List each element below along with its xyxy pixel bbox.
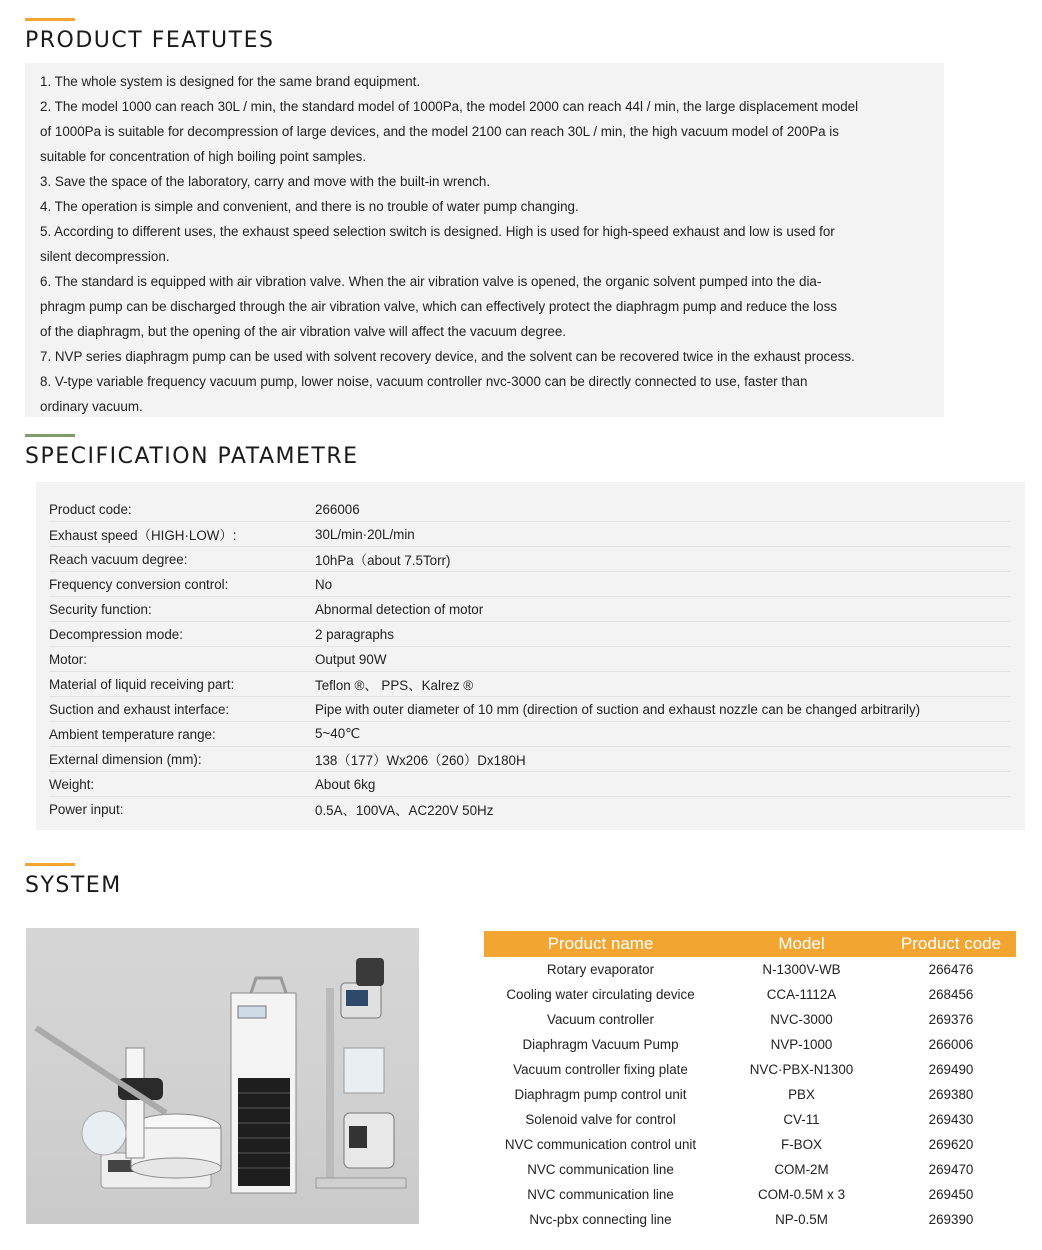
cell-model: COM-0.5M x 3 [757,1187,846,1202]
cell-product-name: Diaphragm pump control unit [514,1087,687,1102]
spec-value: Teflon ®、 PPS、Kalrez ® [315,677,474,693]
cell-product-code: 269380 [928,1087,974,1102]
spec-value: About 6kg [315,776,376,792]
spec-value: 2 paragraphs [315,626,394,642]
feature-line: of 1000Pa is suitable for decompression of large devices, and the model 2100 can reach 30L / min, the high vacuum model of 200Pa is [40,124,839,139]
spec-row [49,797,1011,822]
system-product-photo [26,928,419,1224]
cell-product-name: NVC communication control unit [504,1137,697,1152]
spec-label: Material of liquid receiving part: [49,676,235,692]
spec-value: 5~40℃ [315,726,361,741]
cell-product-code: 269450 [928,1187,974,1202]
spec-row [49,697,1011,722]
cell-product-code: 269490 [928,1062,974,1077]
cell-product-code: 269390 [928,1212,974,1227]
cell-model: NP-0.5M [775,1212,828,1227]
spec-value: Output 90W [315,651,387,667]
feature-line: 7. NVP series diaphragm pump can be used with solvent recovery device, and the solvent can be recovered twice in the exhaust process. [40,349,855,364]
feature-line: of the diaphragm, but the opening of the air vibration valve will affect the vacuum degree. [40,324,567,339]
spec-label: Power input: [49,802,124,817]
spec-title: SPECIFICATION PATAMETRE [25,444,359,469]
system-table-header [484,931,1016,957]
equipment-illustration [26,928,419,1224]
feature-line: suitable for concentration of high boiling point samples. [40,149,367,164]
system-title: SYSTEM [25,873,122,898]
spec-label: Ambient temperature range: [49,726,216,742]
cell-model: F-BOX [781,1137,822,1152]
cell-product-name: Solenoid valve for control [525,1112,676,1127]
spec-label: Security function: [49,601,152,617]
system-table-body [484,957,1016,1232]
spec-value: No [315,576,333,592]
spec-row [49,722,1011,747]
spec-value: Abnormal detection of motor [315,601,484,617]
spec-label: Decompression mode: [49,626,183,642]
spec-row [49,747,1011,772]
table-row [484,1107,1016,1132]
header-model: Model [778,934,825,953]
spec-row [49,497,1011,522]
feature-line: phragm pump can be discharged through the air vibration valve, which can effectively protect the diaphragm pump and reduce the loss [40,299,837,314]
cell-product-code: 269430 [928,1112,974,1127]
spec-row [49,572,1011,597]
feature-line: 2. The model 1000 can reach 30L / min, the standard model of 1000Pa, the model 2000 can reach 44l / min, the large displacement model [40,99,859,114]
cell-product-code: 268456 [928,987,974,1002]
cell-product-name: Rotary evaporator [546,962,655,977]
cell-product-code: 266476 [928,962,974,977]
spec-row [49,772,1011,797]
table-row [484,1032,1016,1057]
cell-product-name: Diaphragm Vacuum Pump [522,1037,679,1052]
feature-line: 8. V-type variable frequency vacuum pump, lower noise, vacuum controller nvc-3000 can be directly connected to use, faster than [40,374,808,389]
spec-row [49,622,1011,647]
feature-line: 5. According to different uses, the exhaust speed selection switch is designed. High is used for high-speed exhaust and low is used for [40,224,835,239]
spec-value: 0.5A、100VA、AC220V 50Hz [315,803,494,818]
feature-line: silent decompression. [40,249,170,264]
features-accent-bar [25,18,75,21]
cell-model: COM-2M [774,1162,829,1177]
spec-row [49,522,1011,547]
cell-model: PBX [788,1087,815,1102]
system-accent-bar [25,863,75,866]
table-row [484,1132,1016,1157]
cell-product-name: Vacuum controller [547,1012,654,1027]
feature-line: 4. The operation is simple and convenient, and there is no trouble of water pump changing. [40,199,579,214]
spec-accent-bar [25,434,75,437]
spec-label: Reach vacuum degree: [49,551,188,567]
cell-model: NVC-3000 [770,1012,833,1027]
spec-label: Motor: [49,651,87,667]
feature-line: 6. The standard is equipped with air vibration valve. When the air vibration valve is opened, the organic solvent pumped into the dia- [40,274,822,289]
spec-label: Weight: [49,776,95,792]
cell-product-code: 269620 [928,1137,974,1152]
spec-row [49,597,1011,622]
spec-value: 266006 [315,501,360,517]
feature-line: 1. The whole system is designed for the same brand equipment. [40,74,421,89]
cell-model: CV-11 [783,1112,820,1127]
spec-label: Exhaust speed（HIGH·LOW）: [49,527,237,543]
spec-row [49,672,1011,697]
cell-model: N-1300V-WB [762,962,841,977]
table-row [484,1082,1016,1107]
spec-value: 10hPa（about 7.5Torr) [315,552,451,568]
table-row [484,1157,1016,1182]
header-product-code: Product code [900,934,1002,953]
spec-label: External dimension (mm): [49,751,202,767]
spec-label: Frequency conversion control: [49,576,229,592]
spec-value: 138（177）Wx206（260）Dx180H [315,752,526,768]
table-row [484,1057,1016,1082]
feature-line: 3. Save the space of the laboratory, carry and move with the built-in wrench. [40,174,491,189]
cell-product-code: 269376 [928,1012,974,1027]
feature-line: ordinary vacuum. [40,399,143,414]
spec-value: 30L/min·20L/min [315,526,415,542]
cell-product-name: Nvc-pbx connecting line [529,1212,672,1227]
table-row [484,1007,1016,1032]
cell-model: NVC·PBX-N1300 [749,1062,854,1077]
cell-product-name: Cooling water circulating device [506,987,695,1002]
spec-label: Product code: [49,501,132,517]
header-product-name: Product name [547,934,654,953]
cell-product-name: Vacuum controller fixing plate [513,1062,688,1077]
cell-product-name: NVC communication line [527,1162,674,1177]
cell-model: CCA-1112A [766,987,837,1002]
system-components-table [484,931,1016,1232]
table-row [484,982,1016,1007]
cell-product-name: NVC communication line [527,1187,674,1202]
features-title: PRODUCT FEATUTES [25,28,275,53]
features-box [25,63,944,417]
table-row [484,957,1016,982]
spec-row [49,647,1011,672]
table-row [484,1182,1016,1207]
cell-product-code: 269470 [928,1162,974,1177]
table-row [484,1207,1016,1232]
spec-table [36,482,1025,830]
spec-row [49,547,1011,572]
cell-model: NVP-1000 [770,1037,833,1052]
spec-label: Suction and exhaust interface: [49,701,230,717]
cell-product-code: 266006 [928,1037,974,1052]
spec-value: Pipe with outer diameter of 10 mm (direction of suction and exhaust nozzle can be changed arbitrarily) [315,701,921,717]
